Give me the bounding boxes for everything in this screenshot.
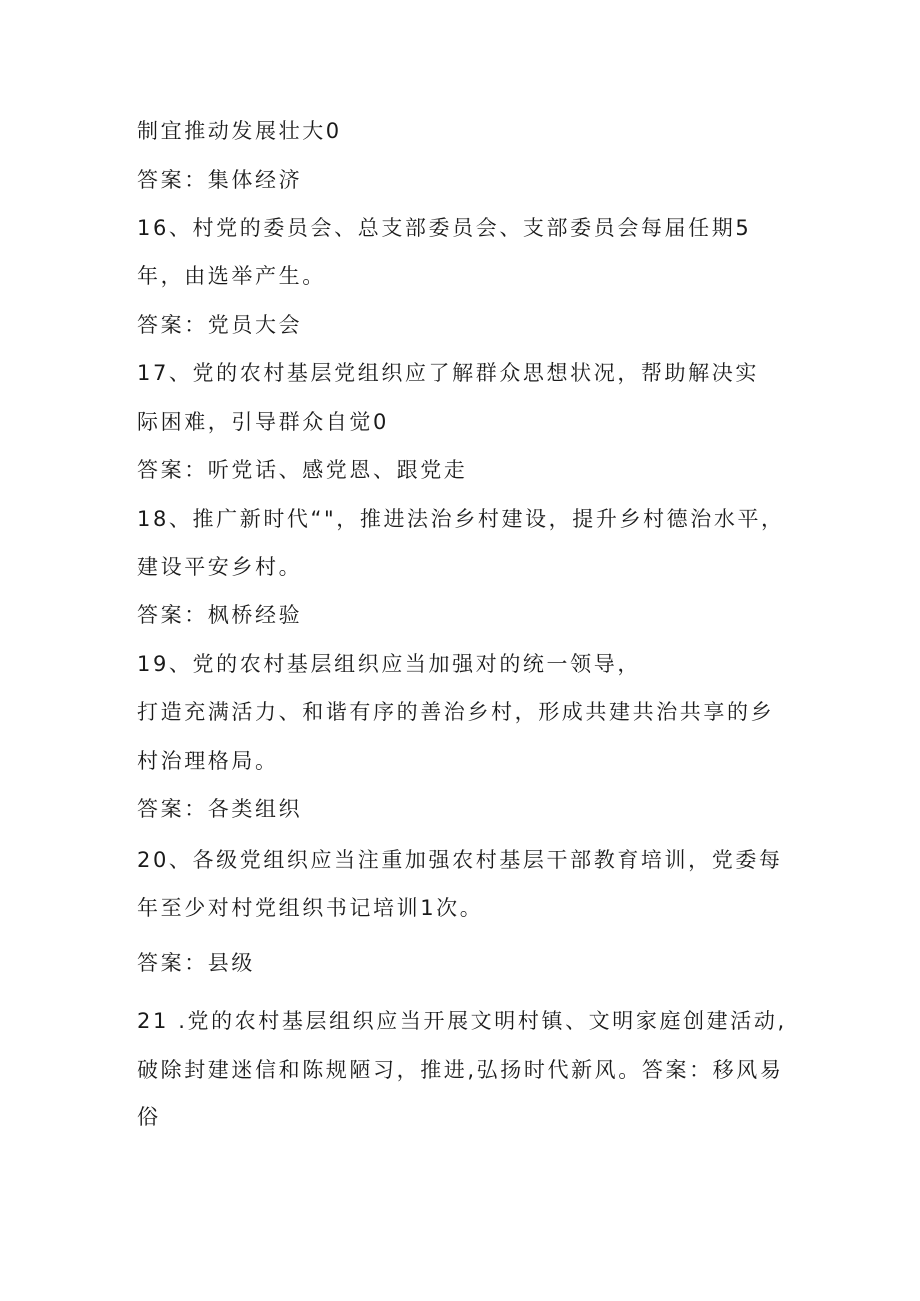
question-line: 16、村党的委员会、总支部委员会、支部委员会每届任期5 bbox=[137, 216, 752, 240]
question-line: 20、各级党组织应当注重加强农村基层干部教育培训，党委每 bbox=[137, 848, 783, 872]
answer-line: 答案：县级 bbox=[137, 951, 255, 975]
text-line: 际困难，引导群众自觉0 bbox=[137, 410, 389, 434]
question-line: 17、党的农村基层党组织应了解群众思想状况，帮助解决实 bbox=[137, 361, 759, 385]
answer-line: 答案：集体经济 bbox=[137, 168, 303, 192]
question-line: 18、推广新时代“"，推进法治乡村建设，提升乡村德治水平， bbox=[137, 507, 785, 531]
answer-line: 答案：党员大会 bbox=[137, 313, 303, 337]
question-line: 19、党的农村基层组织应当加强对的统一领导， bbox=[137, 652, 641, 676]
text-line: 年，由选举产生。 bbox=[137, 264, 326, 288]
text-line: 打造充满活力、和谐有序的善治乡村，形成共建共治共享的乡 bbox=[137, 700, 775, 724]
answer-line: 答案：听党话、感党恩、跟党走 bbox=[137, 458, 468, 482]
text-line: 年至少对村党组织书记培训1次。 bbox=[137, 896, 484, 920]
answer-line: 答案：各类组织 bbox=[137, 797, 303, 821]
text-line: 制宜推动发展壮大0 bbox=[137, 119, 342, 143]
text-line: 破除封建迷信和陈规陋习，推进,弘扬时代新风。答案：移风易 bbox=[137, 1058, 784, 1082]
answer-line: 答案：枫桥经验 bbox=[137, 603, 303, 627]
text-line: 村治理格局。 bbox=[137, 749, 279, 773]
question-line: 21 .党的农村基层组织应当开展文明村镇、文明家庭创建活动, bbox=[137, 1009, 787, 1033]
text-line: 俗 bbox=[137, 1105, 161, 1129]
text-line: 建设平安乡村。 bbox=[137, 555, 303, 579]
